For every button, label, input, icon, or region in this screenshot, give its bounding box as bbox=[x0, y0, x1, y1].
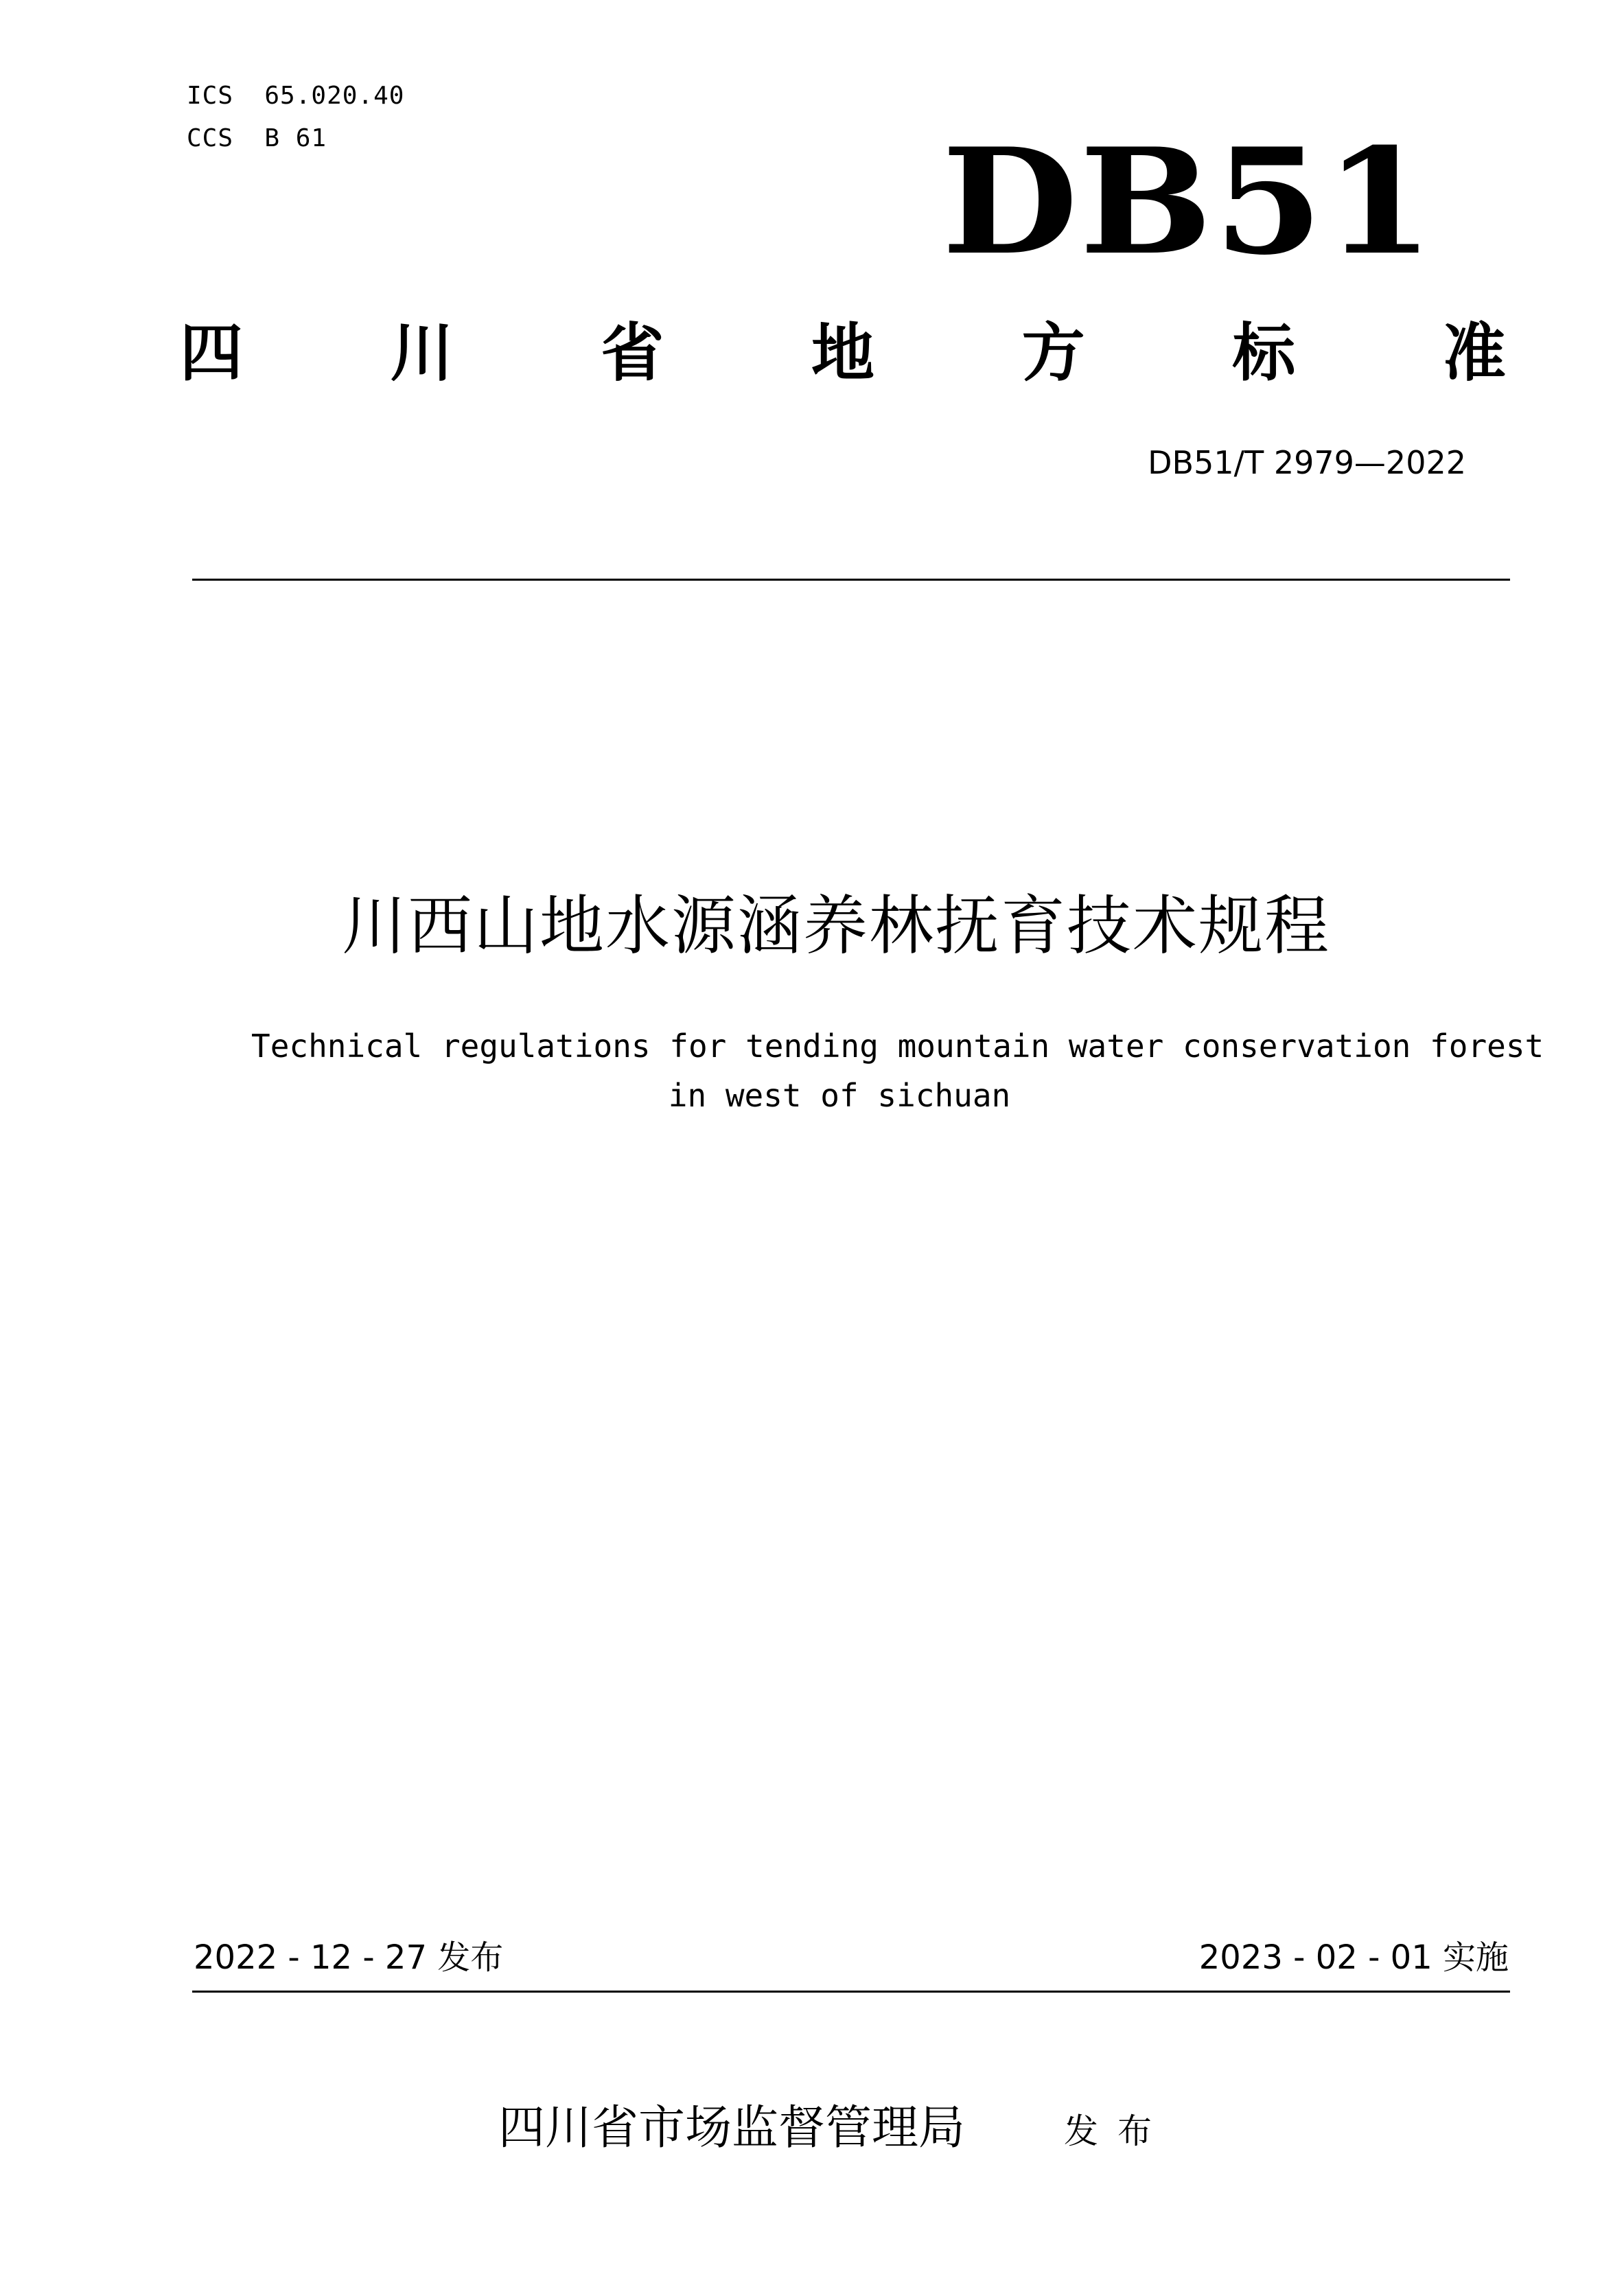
standard-type-heading bbox=[180, 312, 1506, 395]
header-divider bbox=[192, 579, 1510, 581]
implementation-date: 2023 - 02 - 01 实施 bbox=[1198, 1938, 1509, 1977]
title-english-line-2: in west of sichuan bbox=[668, 1077, 1011, 1114]
standard-type-char: 省 bbox=[601, 316, 664, 390]
standard-type-char: 方 bbox=[1021, 316, 1085, 390]
ccs-code: CCS B 61 bbox=[187, 124, 327, 152]
standard-type-char: 标 bbox=[1232, 316, 1296, 390]
issue-date: 2022 - 12 - 27 发布 bbox=[194, 1938, 504, 1977]
ics-code: ICS 65.020.40 bbox=[187, 82, 405, 110]
issuing-action: 发布 bbox=[1064, 2111, 1171, 2151]
standard-type-char: 川 bbox=[390, 316, 454, 390]
standard-type-char: 地 bbox=[811, 316, 874, 390]
title-english-line-1: Technical regulations for tending mountain water conservation forest bbox=[251, 1028, 1544, 1065]
issuing-authority: 四川省市场监督管理局 bbox=[498, 2101, 966, 2155]
dates-divider bbox=[192, 1991, 1510, 1993]
standard-type-char: 准 bbox=[1442, 316, 1506, 390]
standard-code-mark: DB51 bbox=[942, 116, 1436, 287]
standard-type-char: 四 bbox=[180, 316, 244, 390]
standard-number: DB51/T 2979—2022 bbox=[1148, 444, 1466, 481]
title-chinese: 川西山地水源涵养林抚育技术规程 bbox=[341, 889, 1330, 964]
